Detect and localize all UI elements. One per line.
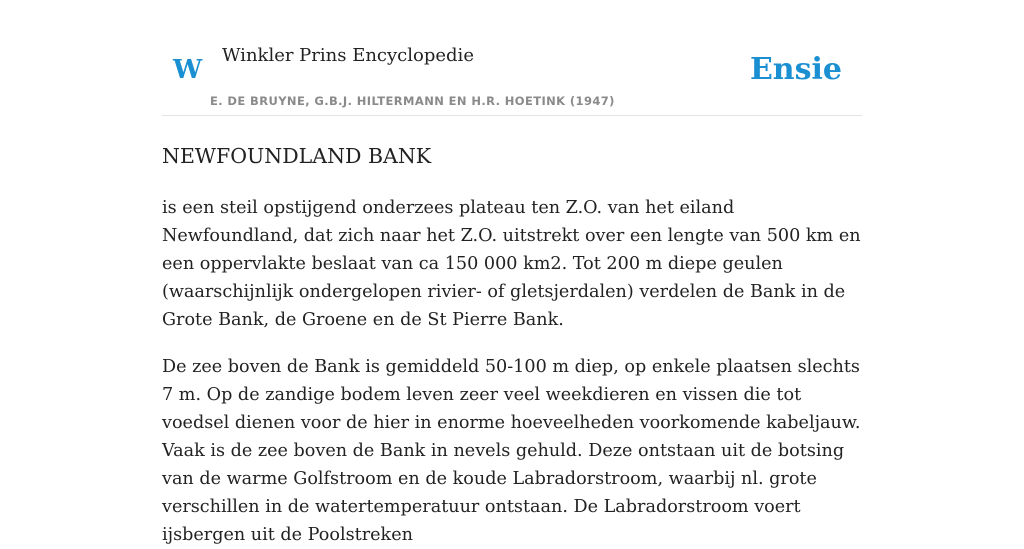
article-paragraph: De zee boven de Bank is gemiddeld 50-100 m diep, op enkele plaatsen slechts 7 m. Op de zandige bodem leven zeer veel weekdieren en vissen die tot voedsel dienen voor de hier in enorme hoeveelheden voorkomende kabeljauw. Vaak is de zee boven de Bank in nevels gehuld. Deze ontstaan uit de botsing van de warme Golfstroom en de koude Labradorstroom, waarbij nl. grote verschillen in de watertemperatuur ontstaan. De Labradorstroom voert ijsbergen uit de Poolstreken	[162, 357, 861, 545]
winkler-prins-logo[interactable]: W	[173, 55, 203, 85]
source-title[interactable]: Winkler Prins Encyclopedie	[222, 45, 474, 66]
article-headword: NEWFOUNDLAND BANK	[162, 144, 432, 168]
source-header	[162, 0, 862, 116]
ensie-logo[interactable]: Ensie	[749, 52, 842, 87]
article-paragraph: is een steil opstijgend onderzees plateau ten Z.O. van het eiland Newfoundland, dat zich naar het Z.O. uitstrekt over een lengte van 500 km en een oppervlakte beslaat van ca 150 000 km2. Tot 200 m diepe geulen (waarschijnlijk ondergelopen rivier- of gletsjerdalen) verdelen de Bank in de Grote Bank, de Groene en de St Pierre Bank.	[162, 198, 861, 330]
article-page	[162, 0, 862, 549]
source-authors: E. DE BRUYNE, G.B.J. HILTERMANN EN H.R. HOETINK (1947)	[210, 94, 615, 108]
